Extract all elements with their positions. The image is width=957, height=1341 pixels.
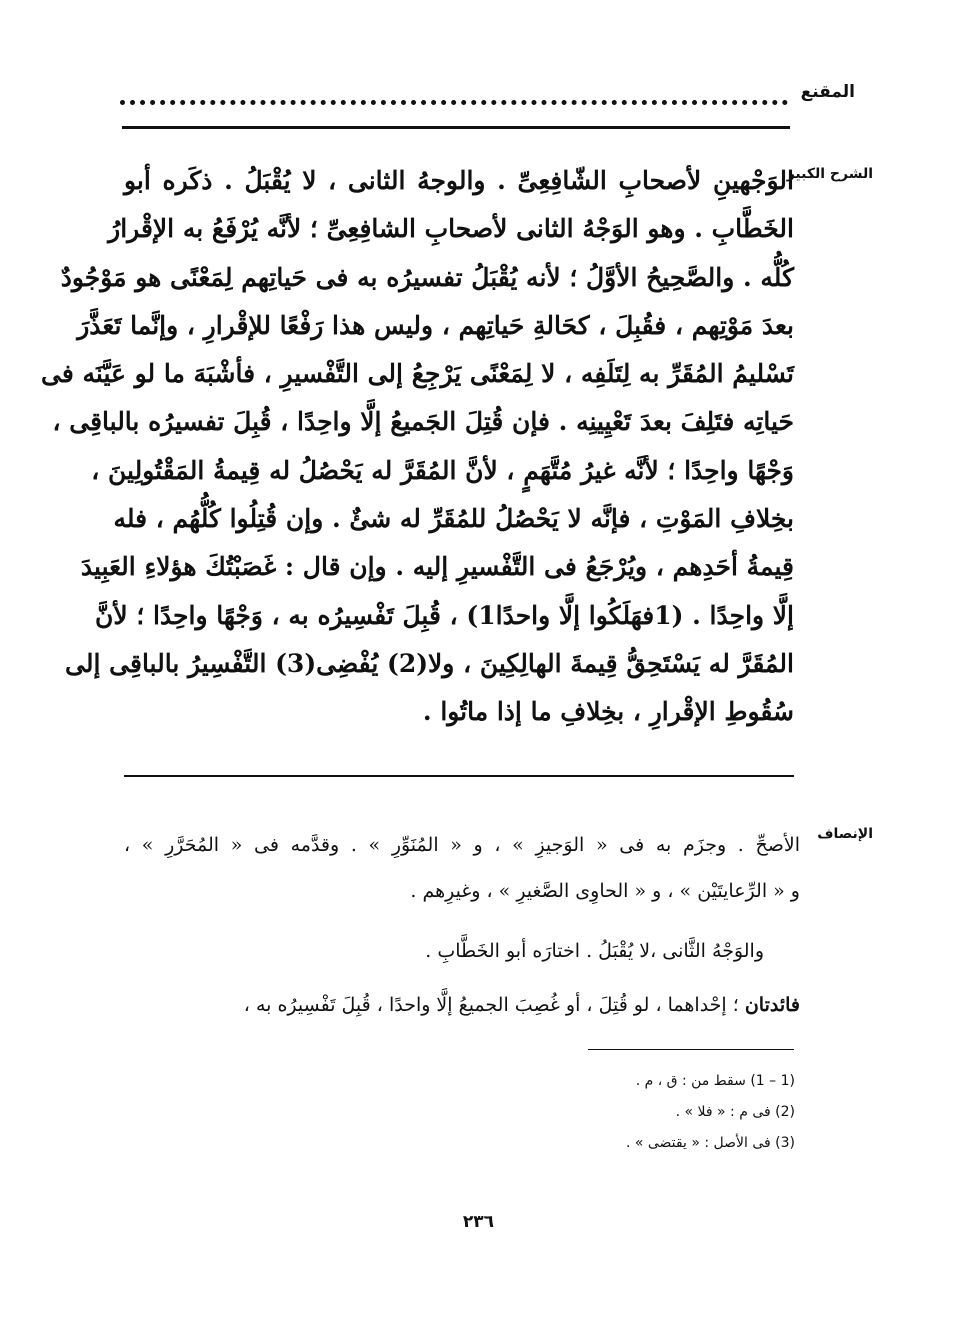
insaf-commentary	[124, 822, 800, 1028]
insaf-line: الأصحِّ . وجزَم به فى « الوَجيزِ » ، و « المُنَوِّرِ » . وقدَّمه فى « المُحَرَّرِ » ،	[124, 834, 800, 856]
header-rule	[122, 126, 790, 129]
text-line: وَجْهًا واحِدًا ؛ لأنَّه غيرُ مُتَّهَمٍ ، لأنَّ المُقَرَّ له يَحْصُلُ له قِيمةُ المَقْتُولِينَ ،	[91, 455, 794, 485]
footnote-rule	[588, 1049, 794, 1050]
faidatan-heading: فائدتان	[744, 994, 800, 1016]
text-line: سُقُوطِ الإقْرارِ ، بخِلافِ ما إذا ماتُوا .	[422, 697, 794, 727]
text-line: حَياتِه فتَلِفَ بعدَ تَعْيِينِه . فإن قُتِلَ الجَميعُ إلَّا واحِدًا ، قُبِلَ تفسيرُه بالباقِى ،	[52, 407, 794, 437]
header-dot-leader	[120, 100, 788, 105]
running-header-title: المقنع	[800, 82, 855, 102]
footnotes	[626, 1066, 795, 1159]
footnote: (3) فى الأصل : « يقتضى » .	[625, 1135, 795, 1151]
text-line: الوَجْهينِ لأصحابِ الشّافِعِىِّ . والوجهُ الثانى ، لا يُقْبَلُ . ذكَره أبو	[124, 166, 794, 195]
section-label-sharh: الشرح الكبير	[786, 166, 873, 182]
section-separator	[124, 775, 794, 777]
text-line: كُلُّه . والصَّحِيحُ الأوَّلُ ؛ لأنه يُقْبَلُ تفسيرُه به فى حَياتِهم لِمَعْنًى هو مَوْجُودٌ	[60, 262, 794, 292]
footnote: (2) فى م : « فلا » .	[675, 1104, 795, 1120]
text-line: تَسْليمُ المُقَرِّ به لِتَلَفِه ، لا لِمَعْنًى يَرْجِعُ إلى التَّفْسيرِ ، فأشْبَهَ ما لو عَيَّنَه فى	[41, 359, 794, 389]
text-line: بخِلافِ المَوْتِ ، فإنَّه لا يَحْصُلُ للمُقَرِّ له شئٌ . وإن قُتِلُوا كُلُّهُم ، فله	[113, 504, 794, 534]
insaf-line: و « الرِّعايتَيْن » ، و « الحاوِى الصَّغيرِ » ، وغيرِهم .	[410, 880, 800, 902]
insaf-line	[124, 982, 800, 1028]
insaf-line-text: ؛ إحْداهما ، لو قُتِلَ ، أو غُصِبَ الجميعُ إلَّا واحدًا ، قُبِلَ تَفْسِيرُه به ،	[243, 994, 745, 1016]
page-number: ٢٣٦	[462, 1212, 495, 1232]
footnote: (1 – 1) سقط من : ق ، م .	[635, 1073, 795, 1089]
text-line: المُقَرَّ له يَسْتَحِقُّ قِيمةَ الهالِكِينَ ، ولا(2) يُفْضِى(3) التَّفْسِيرُ بالباقِى إلى	[65, 648, 794, 678]
section-label-insaf: الإنصاف	[817, 826, 873, 842]
text-line: قِيمةُ أحَدِهم ، ويُرْجَعُ فى التَّفْسيرِ إليه . وإن قال : غَصَبْتُكَ هؤلاءِ العَبِيدَ	[80, 552, 794, 582]
insaf-line: والوَجْهُ الثَّانى ،لا يُقْبَلُ . اختارَه أبو الخَطَّابِ .	[425, 940, 764, 962]
main-commentary	[41, 157, 794, 737]
text-line: إلَّا واحِدًا . (1فهَلَكُوا إلَّا واحدًا1) ، قُبِلَ تَفْسِيرُه به ، وَجْهًا واحِدًا ؛ لأنَّ	[95, 600, 794, 630]
text-line: الخَطَّابِ . وهو الوَجْهُ الثانى لأصحابِ الشافِعِىِّ ؛ لأنَّه يُرْفَعُ به الإقْرارُ	[108, 214, 794, 244]
text-line: بعدَ مَوْتِهم ، فقُبِلَ ، كحَالةِ حَياتِهم ، وليس هذا رَفْعًا للإقْرارِ ، وإنَّما تَعَذَّرَ	[77, 310, 794, 340]
